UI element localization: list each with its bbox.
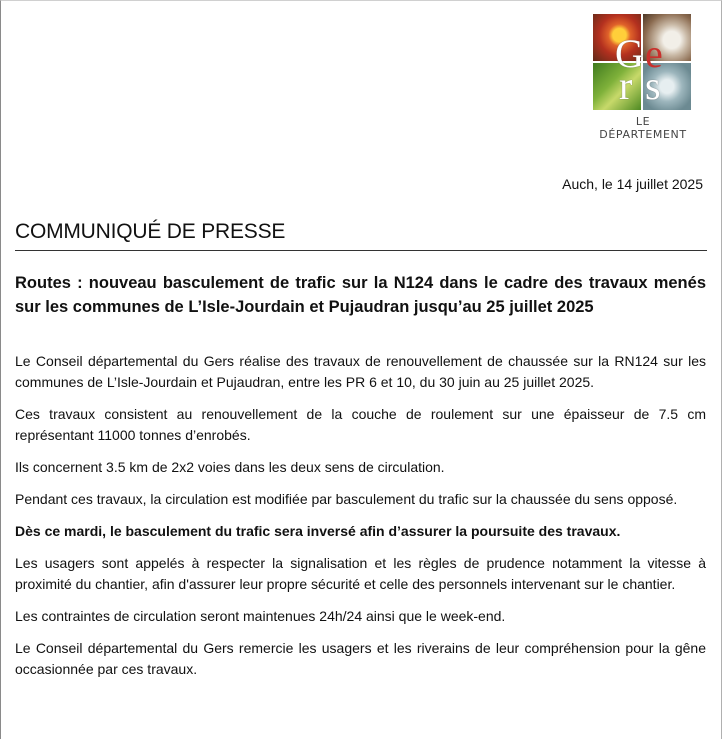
logo-letter: G — [615, 31, 644, 76]
logo-image-grid — [593, 14, 693, 110]
body-paragraph: Pendant ces travaux, la circulation est modifiée par basculement du trafic sur la chaussée du sens opposé. — [15, 491, 678, 507]
logo-letter: e — [645, 31, 663, 76]
logo-letter: s — [645, 63, 661, 108]
body-paragraph: Ces travaux consistent au renouvellement de la couche de roulement sur une épaisseur de 7.5 cm représentant 11000 tonnes d’enrobés. — [15, 406, 706, 443]
body-paragraph: Les contraintes de circulation seront maintenues 24h/24 ainsi que le week-end. — [15, 608, 506, 624]
gers-logo — [593, 14, 693, 141]
press-release-title: COMMUNIQUÉ DE PRESSE — [15, 220, 286, 243]
body-paragraph: Le Conseil départemental du Gers remercie les usagers et les riverains de leur compréhension pour la gêne occasionnée par ces travaux. — [15, 640, 706, 677]
logo-letter: r — [619, 63, 633, 108]
document-body — [15, 351, 706, 691]
title-divider — [15, 250, 707, 251]
document-date: Auch, le 14 juillet 2025 — [562, 176, 703, 192]
body-paragraph: Ils concernent 3.5 km de 2x2 voies dans les deux sens de circulation. — [15, 459, 445, 475]
headline: Routes : nouveau basculement de trafic sur la N124 dans le cadre des travaux menés sur les communes de L’Isle-Jourdain et Pujaudran jusqu’au 25 juillet 2025 — [15, 274, 706, 316]
logo-caption: LE DÉPARTEMENT — [599, 115, 687, 141]
body-paragraph: Les usagers sont appelés à respecter la signalisation et les règles de prudence notamment la vitesse à proximité du chantier, afin d'assurer leur propre sécurité et celle des personnels intervenant sur le chantier. — [15, 555, 706, 592]
logo-wordmark — [593, 14, 693, 110]
body-paragraph: Le Conseil départemental du Gers réalise des travaux de renouvellement de chaussée sur la RN124 sur les communes de L’Isle-Jourdain et Pujaudran, entre les PR 6 et 10, du 30 juin au 25 juillet 2025. — [15, 353, 706, 390]
body-paragraph-emphasis: Dès ce mardi, le basculement du trafic sera inversé afin d’assurer la poursuite des travaux. — [15, 523, 621, 539]
